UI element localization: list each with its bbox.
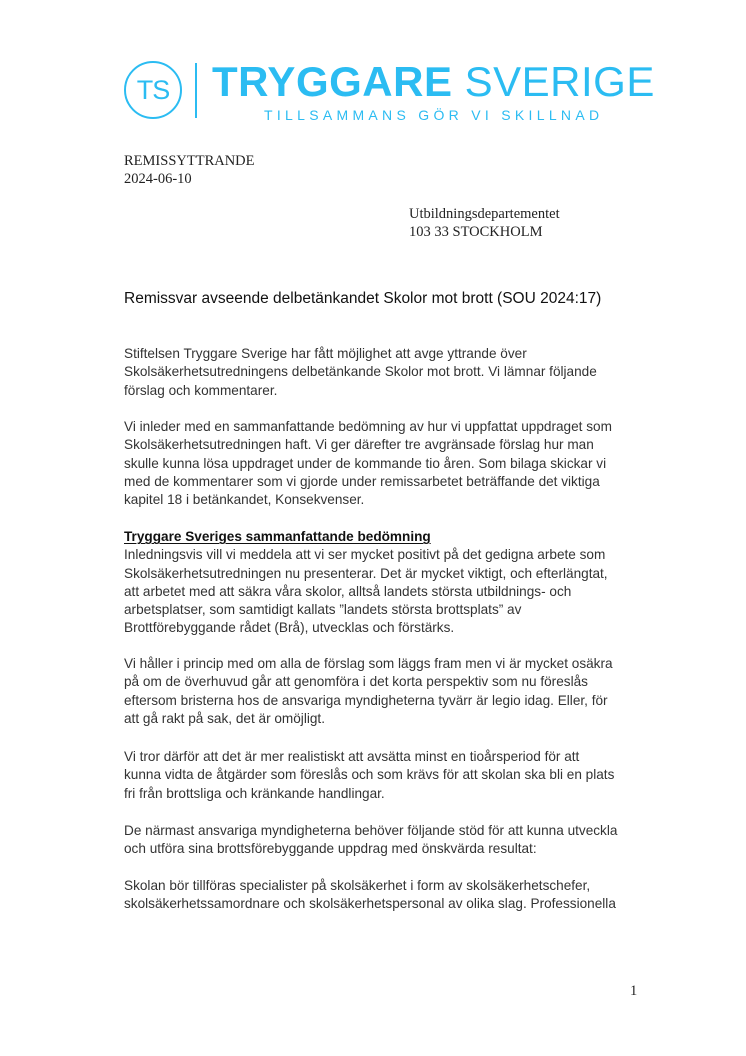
paragraph	[124, 528, 644, 638]
text-line: Brottförebyggande rådet (Brå), utvecklas och förstärks.	[124, 620, 455, 636]
text-line: eftersom bristerna hos de ansvariga myndigheterna tyvärr är legio idag. Eller, för	[124, 692, 608, 708]
recipient-address: 103 33 STOCKHOLM	[409, 224, 543, 240]
text-line: Vi tror därför att det är mer realistiskt att avsätta minst en tioårsperiod för att	[124, 749, 580, 764]
logo-divider	[195, 63, 197, 118]
text-line: och utföra sina brottsförebyggande uppdrag med önskvärda resultat:	[124, 841, 537, 857]
text-line: att arbetet med att säkra våra skolor, alltså landets största utbildnings- och	[124, 583, 572, 599]
text-line: Vi inleder med en sammanfattande bedömning av hur vi uppfattat uppdraget som	[124, 419, 612, 434]
paragraph	[124, 748, 644, 803]
text-line: De närmast ansvariga myndigheterna behöver följande stöd för att kunna utveckla	[124, 823, 618, 838]
paragraph	[124, 655, 644, 728]
text-line: kunna vidta de åtgärder som föreslås och som krävs för att skolan ska bli en plats	[124, 767, 615, 783]
text-line: Inledningsvis vill vi meddela att vi ser mycket positivt på det gedigna arbete som	[124, 547, 606, 563]
text-line: förslag och kommentarer.	[124, 382, 278, 398]
logo-wordmark	[212, 58, 655, 106]
text-line: fri från brottsliga och kränkande handlingar.	[124, 785, 385, 801]
text-line: med de kommentarer som vi gjorde under remissarbetet beträffande det viktiga	[124, 473, 600, 489]
recipient-block	[409, 205, 560, 241]
document-type: REMISSYTTRANDE	[124, 153, 255, 169]
paragraph	[124, 822, 644, 859]
document-date: 2024-06-10	[124, 171, 192, 187]
text-line: skulle kunna lösa uppdraget under de kommande tio åren. Som bilaga skickar vi	[124, 455, 607, 471]
text-line: Vi håller i princip med om alla de förslag som läggs fram men vi är mycket osäkra	[124, 656, 613, 671]
text-line: Stiftelsen Tryggare Sverige har fått möjlighet att avge yttrande över	[124, 346, 527, 361]
logo-monogram: TS	[136, 75, 170, 105]
paragraph	[124, 345, 644, 400]
section-heading: Tryggare Sveriges sammanfattande bedömning	[124, 529, 431, 544]
document-header	[124, 152, 255, 188]
text-line: att gå rakt på sak, det är omöjligt.	[124, 710, 325, 726]
paragraph	[124, 877, 644, 914]
logo-name-light: SVERIGE	[464, 58, 655, 105]
document-title: Remissvar avseende delbetänkandet Skolor mot brott (SOU 2024:17)	[124, 290, 602, 307]
text-line: kapitel 18 i betänkandet, Konsekvenser.	[124, 492, 365, 508]
logo-tagline: TILLSAMMANS GÖR VI SKILLNAD	[264, 107, 604, 123]
text-line: Skolsäkerhetsutredningen nu presenterar. Det är mycket viktigt, och efterlängtat,	[124, 565, 608, 581]
text-line: Skolsäkerhetsutredningens delbetänkande Skolor mot brott. Vi lämnar följande	[124, 364, 597, 380]
logo-name-bold: TRYGGARE	[212, 58, 453, 105]
paragraph	[124, 418, 644, 509]
recipient-name: Utbildningsdepartementet	[409, 206, 560, 222]
text-line: arbetsplatser, som samtidigt kallats ”landets största brottsplats” av	[124, 602, 522, 618]
page-number: 1	[630, 983, 638, 999]
text-line: Skolsäkerhetsutredningen haft. Vi ger därefter tre avgränsade förslag hur man	[124, 437, 594, 453]
text-line: skolsäkerhetssamordnare och skolsäkerhetspersonal av olika slag. Professionella	[124, 896, 616, 912]
text-line: Skolan bör tillföras specialister på skolsäkerhet i form av skolsäkerhetschefer,	[124, 878, 591, 893]
text-line: på om de överhuvud går att genomföra i det korta perspektiv som nu föreslås	[124, 674, 588, 690]
